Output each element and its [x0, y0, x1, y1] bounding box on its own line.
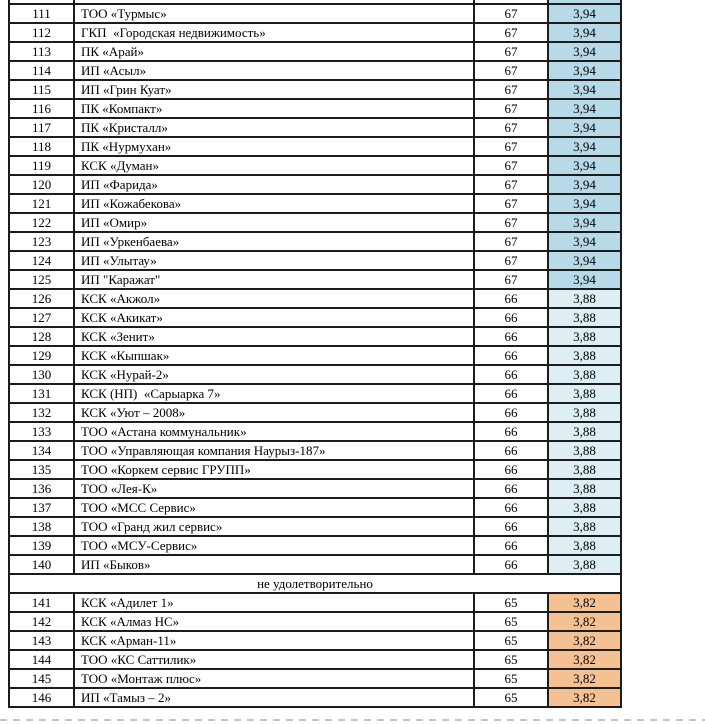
- org-name: КСК «Зенит»: [74, 327, 474, 346]
- row-number: 120: [9, 175, 74, 194]
- row-number: 143: [9, 631, 74, 650]
- score-value: 67: [474, 175, 548, 194]
- table-row: [9, 384, 621, 403]
- rating-value: 3,82: [548, 593, 621, 612]
- row-number: 135: [9, 460, 74, 479]
- org-name: ПК «Кристалл»: [74, 118, 474, 137]
- table-row: [9, 498, 621, 517]
- org-name: ТОО «МСС Сервис»: [74, 498, 474, 517]
- rating-value: 3,94: [548, 156, 621, 175]
- rating-value: 3,88: [548, 498, 621, 517]
- table-body: [9, 0, 621, 707]
- org-name: ИП «Тамыз – 2»: [74, 688, 474, 707]
- table-row: [9, 441, 621, 460]
- row-number: 112: [9, 23, 74, 42]
- row-number: 119: [9, 156, 74, 175]
- score-value: 66: [474, 289, 548, 308]
- score-value: 67: [474, 61, 548, 80]
- org-name: ТОО «Лея-К»: [74, 479, 474, 498]
- rating-value: 3,88: [548, 403, 621, 422]
- table-row: [9, 593, 621, 612]
- table-row: [9, 555, 621, 574]
- org-name: ИП «Фарида»: [74, 175, 474, 194]
- table-row: [9, 99, 621, 118]
- score-value: 67: [474, 42, 548, 61]
- score-value: 67: [474, 99, 548, 118]
- row-number: 133: [9, 422, 74, 441]
- table-row: [9, 669, 621, 688]
- org-name: КСК «Думан»: [74, 156, 474, 175]
- org-name: КСК «Кыпшак»: [74, 346, 474, 365]
- score-value: 65: [474, 688, 548, 707]
- org-name: ТОО «Астана коммунальник»: [74, 422, 474, 441]
- rating-value: 3,94: [548, 80, 621, 99]
- table-row: [9, 194, 621, 213]
- table-row: [9, 650, 621, 669]
- table-row: [9, 61, 621, 80]
- org-name: ИП «Улытау»: [74, 251, 474, 270]
- org-name: КСК (НП) «Сарыарка 7»: [74, 384, 474, 403]
- rating-table: [8, 0, 622, 708]
- org-name: КСК «Алмаз НС»: [74, 612, 474, 631]
- rating-value: 3,94: [548, 232, 621, 251]
- score-value: 65: [474, 593, 548, 612]
- org-name: ТОО «Турмыс»: [74, 4, 474, 23]
- row-number: 145: [9, 669, 74, 688]
- rating-value: 3,94: [548, 118, 621, 137]
- score-value: 66: [474, 479, 548, 498]
- org-name: ТОО «КС Саттилик»: [74, 650, 474, 669]
- score-value: 66: [474, 403, 548, 422]
- rating-value: 3,88: [548, 384, 621, 403]
- org-name: ТОО «Коркем сервис ГРУПП»: [74, 460, 474, 479]
- table-row: [9, 23, 621, 42]
- rating-value: 3,94: [548, 137, 621, 156]
- table-row: [9, 137, 621, 156]
- score-value: 67: [474, 156, 548, 175]
- row-number: 138: [9, 517, 74, 536]
- table-row: [9, 422, 621, 441]
- score-value: 66: [474, 346, 548, 365]
- table-row: [9, 118, 621, 137]
- row-number: 128: [9, 327, 74, 346]
- org-name: ИП «Кожабекова»: [74, 194, 474, 213]
- score-value: 66: [474, 422, 548, 441]
- rating-value: 3,94: [548, 42, 621, 61]
- row-number: 130: [9, 365, 74, 384]
- score-value: 67: [474, 80, 548, 99]
- row-number: 127: [9, 308, 74, 327]
- org-name: ТОО «МСУ-Сервис»: [74, 536, 474, 555]
- section-row: [9, 574, 621, 593]
- table-row: [9, 403, 621, 422]
- score-value: 66: [474, 498, 548, 517]
- score-value: 67: [474, 251, 548, 270]
- rating-value: 3,94: [548, 175, 621, 194]
- table-row: [9, 213, 621, 232]
- rating-value: 3,88: [548, 327, 621, 346]
- org-name: КСК «Адилет 1»: [74, 593, 474, 612]
- score-value: 66: [474, 308, 548, 327]
- rating-value: 3,88: [548, 422, 621, 441]
- org-name: КСК «Акикат»: [74, 308, 474, 327]
- table-row: [9, 270, 621, 289]
- row-number: 115: [9, 80, 74, 99]
- row-number: 125: [9, 270, 74, 289]
- table-row: [9, 479, 621, 498]
- org-name: ПК «Нурмухан»: [74, 137, 474, 156]
- table-row: [9, 612, 621, 631]
- row-number: 121: [9, 194, 74, 213]
- section-label: не удолетворительно: [9, 574, 621, 593]
- table-row: [9, 80, 621, 99]
- table-row: [9, 536, 621, 555]
- score-value: 66: [474, 384, 548, 403]
- table-row: [9, 327, 621, 346]
- table-row: [9, 156, 621, 175]
- score-value: 65: [474, 650, 548, 669]
- score-value: 67: [474, 137, 548, 156]
- table-row: [9, 289, 621, 308]
- rating-value: 3,82: [548, 631, 621, 650]
- score-value: 67: [474, 23, 548, 42]
- score-value: 66: [474, 441, 548, 460]
- rating-value: 3,88: [548, 479, 621, 498]
- org-name: ИП «Омир»: [74, 213, 474, 232]
- org-name: КСК «Акжол»: [74, 289, 474, 308]
- org-name: ГКП «Городская недвижимость»: [74, 23, 474, 42]
- score-value: 67: [474, 270, 548, 289]
- rating-value: 3,88: [548, 536, 621, 555]
- org-name: ПК «Компакт»: [74, 99, 474, 118]
- row-number: 118: [9, 137, 74, 156]
- table-row: [9, 688, 621, 707]
- org-name: ТОО «Гранд жил сервис»: [74, 517, 474, 536]
- rating-value: 3,88: [548, 289, 621, 308]
- scan-artifact-line: [0, 719, 705, 721]
- score-value: 66: [474, 555, 548, 574]
- rating-value: 3,88: [548, 555, 621, 574]
- row-number: 134: [9, 441, 74, 460]
- rating-value: 3,88: [548, 441, 621, 460]
- row-number: 117: [9, 118, 74, 137]
- org-name: ТОО «Управляющая компания Наурыз-187»: [74, 441, 474, 460]
- score-value: 67: [474, 232, 548, 251]
- rating-value: 3,94: [548, 23, 621, 42]
- row-number: 136: [9, 479, 74, 498]
- row-number: 122: [9, 213, 74, 232]
- row-number: 114: [9, 61, 74, 80]
- org-name: ТОО «Монтаж плюс»: [74, 669, 474, 688]
- table-row: [9, 346, 621, 365]
- rating-value: 3,82: [548, 612, 621, 631]
- score-value: 67: [474, 4, 548, 23]
- table-row: [9, 4, 621, 23]
- row-number: 129: [9, 346, 74, 365]
- rating-value: 3,82: [548, 688, 621, 707]
- rating-value: 3,94: [548, 213, 621, 232]
- score-value: 65: [474, 631, 548, 650]
- row-number: 116: [9, 99, 74, 118]
- table-row: [9, 460, 621, 479]
- table-row: [9, 308, 621, 327]
- row-number: 141: [9, 593, 74, 612]
- org-name: ИП «Уркенбаева»: [74, 232, 474, 251]
- rating-value: 3,82: [548, 669, 621, 688]
- org-name: КСК «Уют – 2008»: [74, 403, 474, 422]
- org-name: ИП «Асыл»: [74, 61, 474, 80]
- row-number: 111: [9, 4, 74, 23]
- score-value: 66: [474, 517, 548, 536]
- rating-value: 3,94: [548, 270, 621, 289]
- score-value: 66: [474, 536, 548, 555]
- row-number: 113: [9, 42, 74, 61]
- table-row: [9, 631, 621, 650]
- rating-value: 3,88: [548, 346, 621, 365]
- row-number: 146: [9, 688, 74, 707]
- rating-value: 3,88: [548, 308, 621, 327]
- table-row: [9, 42, 621, 61]
- rating-value: 3,94: [548, 61, 621, 80]
- row-number: 140: [9, 555, 74, 574]
- score-value: 67: [474, 213, 548, 232]
- row-number: 124: [9, 251, 74, 270]
- org-name: ПК «Арай»: [74, 42, 474, 61]
- score-value: 67: [474, 194, 548, 213]
- table-row: [9, 365, 621, 384]
- org-name: КСК «Нурай-2»: [74, 365, 474, 384]
- score-value: 65: [474, 669, 548, 688]
- row-number: 142: [9, 612, 74, 631]
- rating-value: 3,82: [548, 650, 621, 669]
- table-row: [9, 517, 621, 536]
- row-number: 144: [9, 650, 74, 669]
- rating-value: 3,94: [548, 251, 621, 270]
- score-value: 67: [474, 118, 548, 137]
- rating-value: 3,94: [548, 194, 621, 213]
- row-number: 132: [9, 403, 74, 422]
- rating-value: 3,88: [548, 517, 621, 536]
- row-number: 137: [9, 498, 74, 517]
- score-value: 66: [474, 327, 548, 346]
- score-value: 66: [474, 365, 548, 384]
- rating-value: 3,88: [548, 460, 621, 479]
- org-name: ИП «Грин Куат»: [74, 80, 474, 99]
- org-name: ИП «Быков»: [74, 555, 474, 574]
- row-number: 123: [9, 232, 74, 251]
- rating-value: 3,88: [548, 365, 621, 384]
- org-name: ИП "Каражат": [74, 270, 474, 289]
- row-number: 139: [9, 536, 74, 555]
- table-row: [9, 175, 621, 194]
- rating-value: 3,94: [548, 99, 621, 118]
- row-number: 126: [9, 289, 74, 308]
- rating-value: 3,94: [548, 4, 621, 23]
- score-value: 66: [474, 460, 548, 479]
- table-row: [9, 251, 621, 270]
- row-number: 131: [9, 384, 74, 403]
- score-value: 65: [474, 612, 548, 631]
- org-name: КСК «Арман-11»: [74, 631, 474, 650]
- table-row: [9, 232, 621, 251]
